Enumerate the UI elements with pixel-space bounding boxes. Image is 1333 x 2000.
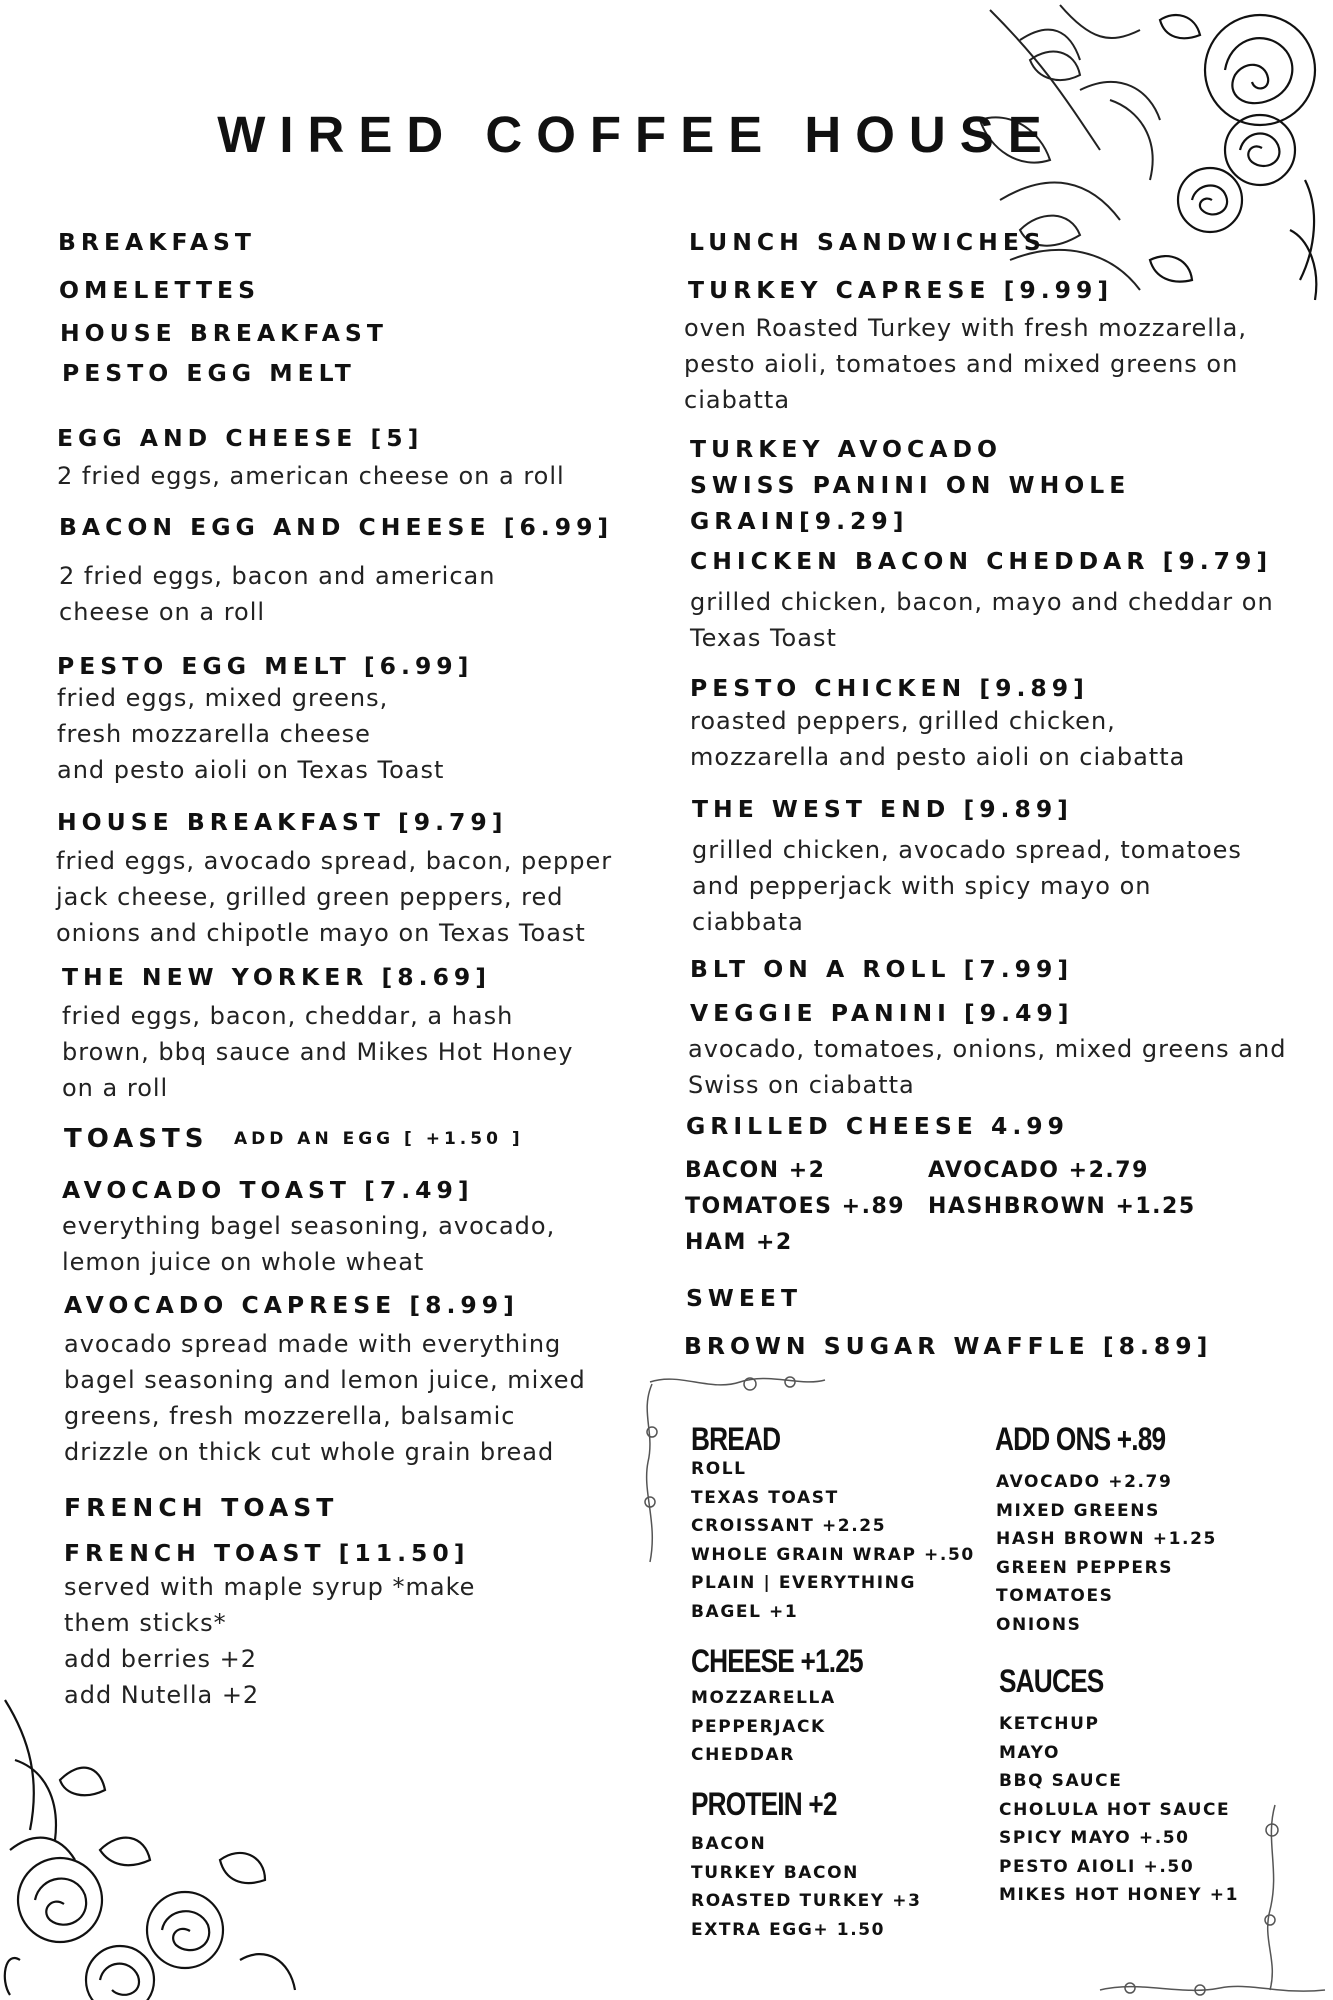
item-new-yorker-name: THE NEW YORKER [8.69] [62,963,492,991]
gc-addon-ham: HAM +2 [685,1230,793,1255]
page-title: WIRED COFFEE HOUSE [217,106,1056,163]
item-west-end-desc: grilled chicken, avocado spread, tomatoes and pepperjack with spicy mayo on ciabbata [692,836,1242,936]
item-turkey-caprese-name: TURKEY CAPRESE [9.99] [688,276,1114,304]
item-egg-cheese-desc: 2 fried eggs, american cheese on a roll [57,462,565,490]
section-french-toast: FRENCH TOAST [64,1493,339,1522]
item-pesto-chicken-name: PESTO CHICKEN [9.89] [690,674,1089,702]
item-avocado-caprese-desc: avocado spread made with everything bagel seasoning and lemon juice, mixed greens, fresh mozzerella, balsamic drizzle on thick cut whole grain bread [64,1330,586,1466]
gc-addon-avocado: AVOCADO +2.79 [928,1158,1149,1183]
item-bacon-egg-cheese-desc: 2 fried eggs, bacon and american cheese on a roll [59,562,496,626]
omelette-pesto-egg-melt: PESTO EGG MELT [62,359,356,387]
extras-sauces-title: SAUCES [999,1663,1104,1699]
item-blt-name: BLT ON A ROLL [7.99] [690,955,1074,983]
item-chicken-bacon-cheddar-desc: grilled chicken, bacon, mayo and cheddar on Texas Toast [690,588,1274,652]
item-avocado-toast-name: AVOCADO TOAST [7.49] [62,1176,474,1204]
extras-bread-title: BREAD [691,1421,781,1457]
item-turkey-caprese-desc: oven Roasted Turkey with fresh mozzarella, pesto aioli, tomatoes and mixed greens on ciabatta [684,314,1247,414]
extras-protein-list: BACON TURKEY BACON ROASTED TURKEY +3 EXTRA EGG+ 1.50 [691,1834,922,1940]
gc-addon-hashbrown: HASHBROWN +1.25 [928,1194,1196,1219]
item-turkey-avocado-name: TURKEY AVOCADO SWISS PANINI ON WHOLE GRAIN[9.29] [690,435,1131,535]
omelette-house-breakfast: HOUSE BREAKFAST [60,319,388,347]
extras-bread-list: ROLL TEXAS TOAST CROISSANT +2.25 WHOLE GRAIN WRAP +.50 PLAIN | EVERYTHING BAGEL +1 [691,1459,975,1622]
item-house-breakfast-name: HOUSE BREAKFAST [9.79] [57,808,508,836]
item-french-toast-name: FRENCH TOAST [11.50] [64,1539,470,1567]
item-pesto-chicken-desc: roasted peppers, grilled chicken, mozzarella and pesto aioli on ciabatta [690,707,1186,771]
item-avocado-caprese-name: AVOCADO CAPRESE [8.99] [64,1291,519,1319]
item-house-breakfast-desc: fried eggs, avocado spread, bacon, pepper jack cheese, grilled green peppers, red onions and chipotle mayo on Texas Toast [56,847,613,947]
section-sweet: SWEET [686,1284,802,1312]
gc-addon-bacon: BACON +2 [685,1158,826,1183]
item-pesto-egg-melt-name: PESTO EGG MELT [6.99] [57,652,474,680]
item-french-toast-desc: served with maple syrup *make them sticks* add berries +2 add Nutella +2 [64,1573,476,1709]
toasts-add-egg-note: ADD AN EGG [ +1.50 ] [234,1129,524,1149]
section-breakfast: BREAKFAST [58,228,256,256]
item-bacon-egg-cheese-name: BACON EGG AND CHEESE [6.99] [59,513,614,541]
section-omelettes: OMELETTES [59,276,261,304]
extras-sauces-list: KETCHUP MAYO BBQ SAUCE CHOLULA HOT SAUCE SPICY MAYO +.50 PESTO AIOLI +.50 MIKES HOT HONEY +1 [999,1714,1240,1905]
item-grilled-cheese-name: GRILLED CHEESE 4.99 [686,1112,1069,1140]
item-egg-cheese-name: EGG AND CHEESE [5] [57,424,424,452]
gc-addon-tomatoes: TOMATOES +.89 [685,1194,906,1219]
item-chicken-bacon-cheddar-name: CHICKEN BACON CHEDDAR [9.79] [690,547,1273,575]
item-veggie-panini-desc: avocado, tomatoes, onions, mixed greens and Swiss on ciabatta [688,1035,1287,1099]
extras-addons-list: AVOCADO +2.79 MIXED GREENS HASH BROWN +1.25 GREEN PEPPERS TOMATOES ONIONS [996,1472,1217,1635]
item-avocado-toast-desc: everything bagel seasoning, avocado, lemon juice on whole wheat [62,1212,556,1276]
section-toasts: TOASTS [64,1124,209,1154]
item-west-end-name: THE WEST END [9.89] [692,795,1073,823]
item-brown-sugar-waffle-name: BROWN SUGAR WAFFLE [8.89] [684,1332,1213,1360]
extras-cheese-list: MOZZARELLA PEPPERJACK CHEDDAR [691,1688,836,1765]
item-pesto-egg-melt-desc: fried eggs, mixed greens, fresh mozzarella cheese and pesto aioli on Texas Toast [57,684,445,784]
extras-protein-title: PROTEIN +2 [691,1786,837,1822]
section-lunch-sandwiches: LUNCH SANDWICHES [689,228,1046,256]
item-veggie-panini-name: VEGGIE PANINI [9.49] [690,999,1074,1027]
item-new-yorker-desc: fried eggs, bacon, cheddar, a hash brown, bbq sauce and Mikes Hot Honey on a roll [62,1002,574,1102]
extras-cheese-title: CHEESE +1.25 [691,1643,863,1679]
extras-addons-title: ADD ONS +.89 [995,1421,1166,1457]
